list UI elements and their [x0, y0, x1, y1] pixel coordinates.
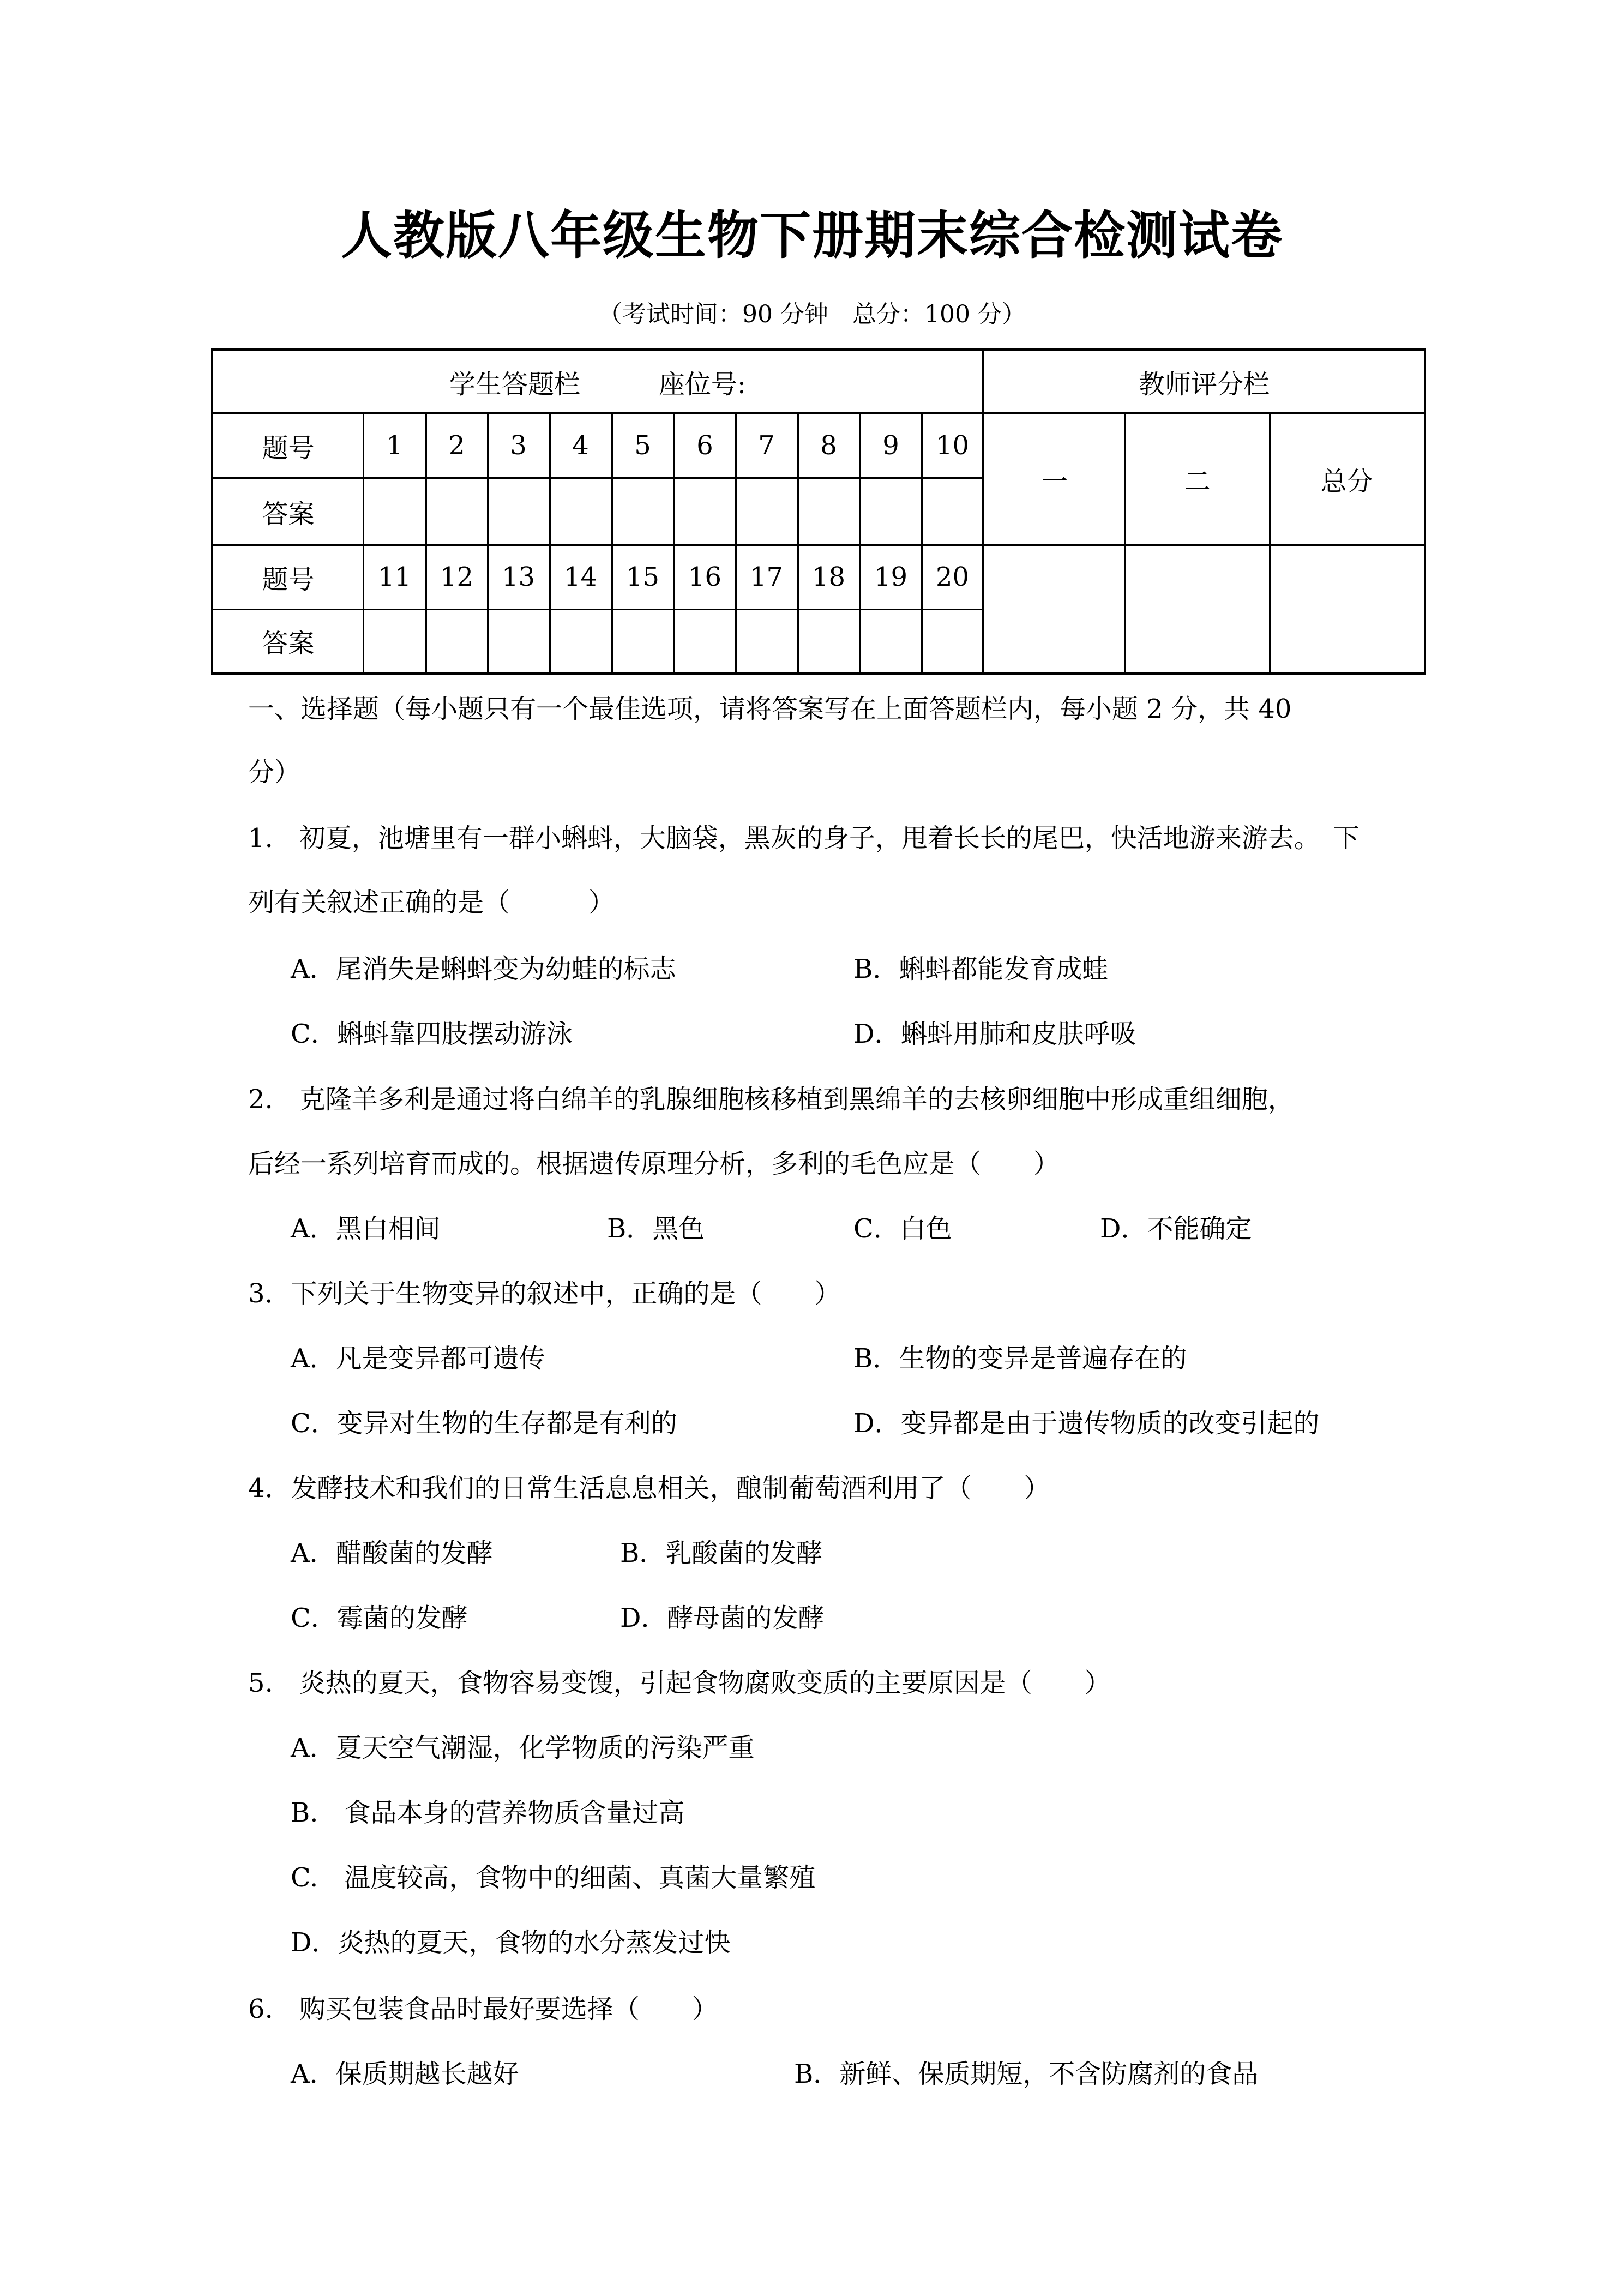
question-4-option-c: C．霉菌的发酵	[291, 1603, 468, 1633]
row-label-answer-1: 答案	[262, 498, 315, 530]
question-number-cell: 3	[510, 430, 527, 461]
question-number-cell: 10	[935, 430, 970, 461]
question-5-option-a: A．夏天空气潮湿，化学物质的污染严重	[291, 1733, 755, 1763]
answer-input-cell[interactable]	[426, 610, 487, 672]
section-heading: 一、选择题（每小题只有一个最佳选项，请将答案写在上面答题栏内，每小题 2 分，共 40	[248, 694, 1292, 724]
row-label-number-2: 题号	[262, 564, 315, 595]
question-1-option-a: A．尾消失是蝌蚪变为幼蛙的标志	[291, 954, 676, 984]
question-4-option-a: A．醋酸菌的发酵	[291, 1538, 493, 1568]
question-5-option-b: B. 食品本身的营养物质含量过高	[291, 1798, 685, 1828]
answer-input-cell[interactable]	[861, 478, 921, 541]
question-number-cell: 20	[935, 561, 970, 592]
question-number-cell: 4	[572, 430, 589, 461]
row-label-number-1: 题号	[262, 433, 315, 464]
question-number-cell: 12	[440, 561, 474, 592]
question-3-option-d: D．变异都是由于遗传物质的改变引起的	[853, 1408, 1320, 1439]
question-number-cell: 8	[820, 430, 837, 461]
question-5-option-d: D．炎热的夏天，食物的水分蒸发过快	[291, 1927, 731, 1958]
answer-input-cell[interactable]	[861, 610, 921, 672]
answer-input-cell[interactable]	[612, 610, 673, 672]
answer-input-cell[interactable]	[798, 610, 859, 672]
question-number-cell: 13	[501, 561, 536, 592]
question-5-stem: 5. 炎热的夏天，食物容易变馊，引起食物腐败变质的主要原因是（ ）	[248, 1668, 1111, 1698]
teacher-col-1: 一	[1041, 466, 1068, 497]
question-1-stem: 1. 初夏，池塘里有一群小蝌蚪，大脑袋，黑灰的身子，甩着长长的尾巴，快活地游来游去。 下	[248, 823, 1360, 854]
answer-input-cell[interactable]	[675, 478, 735, 541]
page-title: 人教版八年级生物下册期末综合检测试卷	[340, 206, 1283, 266]
question-1-option-c: C．蝌蚪靠四肢摆动游泳	[291, 1019, 573, 1049]
answer-input-cell[interactable]	[922, 478, 983, 541]
question-number-cell: 7	[758, 430, 775, 461]
question-number-cell: 1	[386, 430, 403, 461]
answer-input-cell[interactable]	[675, 610, 735, 672]
answer-input-cell[interactable]	[488, 478, 549, 541]
question-number-cell: 9	[882, 430, 899, 461]
answer-input-cell[interactable]	[798, 478, 859, 541]
question-3-option-b: B．生物的变异是普遍存在的	[853, 1343, 1187, 1374]
question-number-cell: 11	[377, 561, 412, 592]
question-2-option-c: C．白色	[853, 1213, 952, 1244]
teacher-col-total: 总分	[1320, 466, 1373, 497]
question-6-stem: 6. 购买包装食品时最好要选择（ ）	[248, 1994, 718, 2024]
question-2-stem-cont: 后经一系列培育而成的。根据遗传原理分析，多利的毛色应是（ ）	[248, 1149, 1060, 1179]
teacher-col-2: 二	[1184, 466, 1211, 497]
answer-input-cell[interactable]	[736, 610, 797, 672]
answer-input-cell[interactable]	[736, 478, 797, 541]
question-5-option-c: C. 温度较高，食物中的细菌、真菌大量繁殖	[291, 1862, 816, 1893]
answer-input-cell[interactable]	[550, 610, 611, 672]
question-3-stem: 3．下列关于生物变异的叙述中，正确的是（ ）	[248, 1278, 841, 1309]
teacher-score-header: 教师评分栏	[1138, 369, 1270, 400]
exam-info: （考试时间：90 分钟 总分：100 分）	[598, 300, 1026, 328]
question-1-option-d: D．蝌蚪用肺和皮肤呼吸	[853, 1019, 1136, 1049]
question-1-stem-cont: 列有关叙述正确的是（ ）	[248, 887, 615, 918]
question-number-cell: 16	[688, 561, 722, 592]
answer-input-cell[interactable]	[488, 610, 549, 672]
question-number-cell: 19	[874, 561, 908, 592]
question-2-stem: 2. 克隆羊多利是通过将白绵羊的乳腺细胞核移植到黑绵羊的去核卵细胞中形成重组细胞，	[248, 1084, 1294, 1115]
question-1-option-b: B．蝌蚪都能发育成蛙	[853, 954, 1109, 984]
question-number-cell: 6	[696, 430, 713, 461]
answer-input-cell[interactable]	[364, 610, 425, 672]
question-4-option-d: D．酵母菌的发酵	[620, 1603, 825, 1633]
question-6-option-b: B．新鲜、保质期短，不含防腐剂的食品	[794, 2059, 1259, 2089]
question-4-stem: 4．发酵技术和我们的日常生活息息相关，酿制葡萄酒利用了（ ）	[248, 1473, 1050, 1504]
question-2-option-d: D．不能确定	[1100, 1213, 1252, 1244]
answer-input-cell[interactable]	[922, 610, 983, 672]
section-heading-cont: 分）	[248, 757, 301, 788]
question-number-cell: 2	[448, 430, 465, 461]
row-label-answer-2: 答案	[262, 628, 315, 659]
question-3-option-c: C．变异对生物的生存都是有利的	[291, 1408, 677, 1439]
answer-input-cell[interactable]	[426, 478, 487, 541]
question-number-cell: 18	[811, 561, 846, 592]
question-2-option-a: A．黑白相间	[291, 1213, 441, 1244]
question-6-option-a: A．保质期越长越好	[291, 2059, 519, 2089]
question-4-option-b: B．乳酸菌的发酵	[620, 1538, 823, 1568]
question-number-cell: 5	[634, 430, 651, 461]
student-answer-header: 学生答题栏 座位号:	[449, 369, 747, 400]
question-number-cell: 17	[749, 561, 784, 592]
answer-input-cell[interactable]	[364, 478, 425, 541]
question-3-option-a: A．凡是变异都可遗传	[291, 1343, 545, 1374]
question-number-cell: 15	[625, 561, 660, 592]
question-2-option-b: B．黑色	[607, 1213, 705, 1244]
answer-input-cell[interactable]	[550, 478, 611, 541]
question-number-cell: 14	[563, 561, 598, 592]
answer-input-cell[interactable]	[612, 478, 673, 541]
